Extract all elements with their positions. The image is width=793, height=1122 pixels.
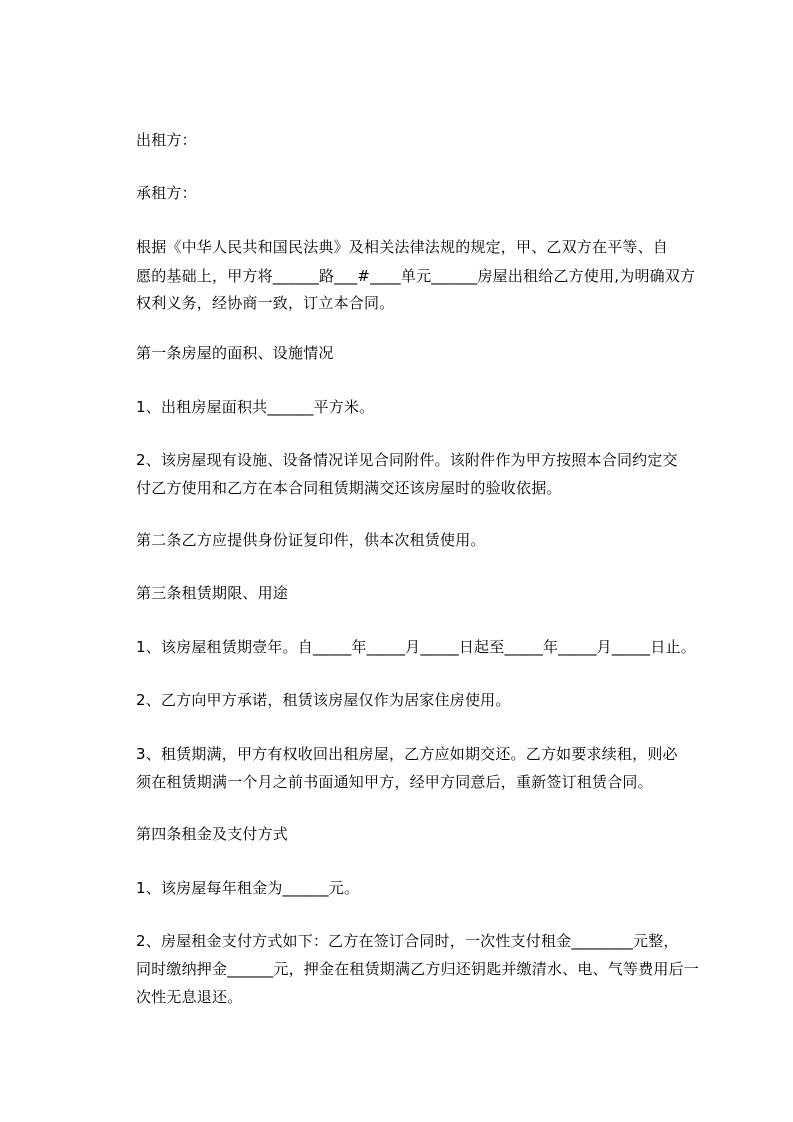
preamble-line-1: 根据《中华人民共和国民法典》及相关法律法规的规定，甲、乙双方在平等、自 — [136, 238, 669, 256]
article4-item2-line-2: 同时缴纳押金______元，押金在租赁期满乙方归还钥匙并缴清水、电、气等费用后一 — [136, 960, 700, 978]
article3-item3-line-2: 须在租赁期满一个月之前书面通知甲方，经甲方同意后，重新签订租赁合同。 — [136, 773, 653, 791]
preamble-line-3: 权利义务，经协商一致，订立本合同。 — [136, 294, 395, 312]
article1-item1: 1、出租房屋面积共______平方米。 — [136, 398, 375, 416]
article3-item3-line-1: 3、租赁期满，甲方有权收回出租房屋，乙方应如期交还。乙方如要求续租，则必 — [136, 745, 678, 763]
article4-item2-line-3: 次性无息退还。 — [136, 988, 243, 1006]
lessor-label: 出租方： — [136, 131, 197, 149]
lessee-label: 承租方： — [136, 184, 197, 202]
article1-title: 第一条房屋的面积、设施情况 — [136, 344, 334, 362]
preamble-line-2: 愿的基础上，甲方将______路___#____单元______房屋出租给乙方使用,为明确双方 — [136, 267, 696, 285]
article4-item1: 1、该房屋每年租金为______元。 — [136, 879, 360, 897]
article4-item2-line-1: 2、房屋租金支付方式如下：乙方在签订合同时，一次性支付租金________元整， — [136, 932, 679, 950]
article2-title: 第二条乙方应提供身份证复印件，供本次租赁使用。 — [136, 531, 486, 549]
article4-title: 第四条租金及支付方式 — [136, 825, 289, 843]
article3-item1: 1、该房屋租赁期壹年。自_____年_____月_____日起至_____年_____月_____日止。 — [136, 638, 696, 656]
article3-title: 第三条租赁期限、用途 — [136, 584, 289, 602]
article3-item2: 2、乙方向甲方承诺，租赁该房屋仅作为居家住房使用。 — [136, 691, 511, 709]
article1-item2-line-2: 付乙方使用和乙方在本合同租赁期满交还该房屋时的验收依据。 — [136, 479, 562, 497]
article1-item2-line-1: 2、该房屋现有设施、设备情况详见合同附件。该附件作为甲方按照本合同约定交 — [136, 451, 678, 469]
